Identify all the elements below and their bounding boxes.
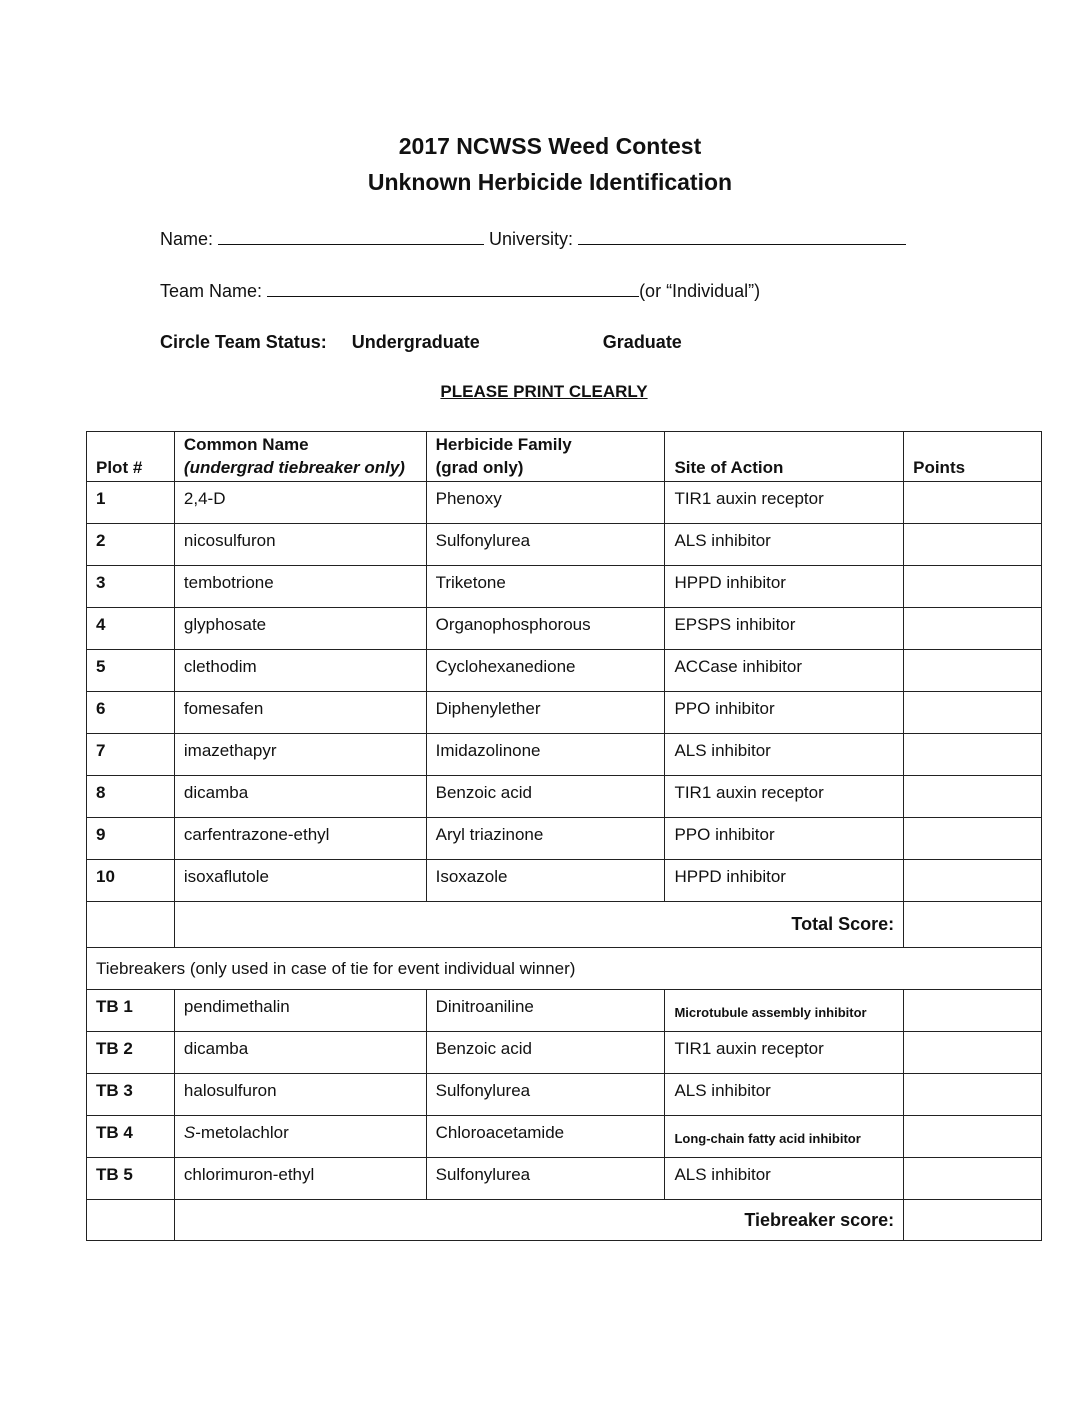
tiebreaker-score-cell[interactable] (904, 1200, 1042, 1241)
document-title: 2017 NCWSS Weed Contest (398, 133, 702, 159)
points-cell[interactable] (904, 1158, 1042, 1200)
common-name-cell: halosulfuron (174, 1074, 426, 1116)
common-name-cell: carfentrazone-ethyl (174, 818, 426, 860)
plot-number: 3 (87, 566, 175, 608)
site-cell: ALS inhibitor (665, 734, 904, 776)
points-cell[interactable] (904, 1074, 1042, 1116)
site-cell: EPSPS inhibitor (665, 608, 904, 650)
header-family-note: (grad only) (435, 458, 524, 477)
document-subtitle: Unknown Herbicide Identification (367, 169, 733, 195)
header-family-label: Herbicide Family (435, 435, 572, 454)
table-row (87, 734, 1042, 776)
table-header-row (87, 432, 1042, 482)
common-name-cell: 2,4-D (174, 482, 426, 524)
header-points: Points (904, 432, 1042, 482)
plot-number: 9 (87, 818, 175, 860)
family-cell: Imidazolinone (426, 734, 665, 776)
status-option-graduate[interactable]: Graduate (602, 332, 682, 352)
tiebreaker-row (87, 1032, 1042, 1074)
site-cell: PPO inhibitor (665, 692, 904, 734)
tiebreaker-score-row (87, 1200, 1042, 1241)
points-cell[interactable] (904, 818, 1042, 860)
site-cell: ALS inhibitor (665, 1158, 904, 1200)
family-cell: Sulfonylurea (426, 1074, 665, 1116)
family-cell: Aryl triazinone (426, 818, 665, 860)
tiebreaker-row (87, 1116, 1042, 1158)
header-common-name-note: (undergrad tiebreaker only) (183, 458, 405, 477)
family-cell: Benzoic acid (426, 1032, 665, 1074)
points-cell[interactable] (904, 990, 1042, 1032)
common-name-cell: pendimethalin (174, 990, 426, 1032)
plot-number: TB 3 (87, 1074, 175, 1116)
common-name-cell: glyphosate (174, 608, 426, 650)
common-name-prefix: S (183, 1123, 196, 1142)
tiebreaker-row (87, 1074, 1042, 1116)
points-cell[interactable] (904, 1116, 1042, 1158)
site-cell: HPPD inhibitor (665, 566, 904, 608)
plot-number: 10 (87, 860, 175, 902)
team-name-field[interactable] (267, 278, 639, 297)
header-family (426, 432, 665, 482)
site-cell: ACCase inhibitor (665, 650, 904, 692)
table-row (87, 818, 1042, 860)
common-name-cell: chlorimuron-ethyl (174, 1158, 426, 1200)
tiebreaker-row (87, 990, 1042, 1032)
site-cell: ALS inhibitor (665, 1074, 904, 1116)
header-site: Site of Action (665, 432, 904, 482)
points-cell[interactable] (904, 524, 1042, 566)
tiebreaker-note-row (87, 948, 1042, 990)
site-text: Long-chain fatty acid inhibitor (674, 1131, 861, 1146)
total-score-label: Total Score: (174, 902, 903, 948)
site-cell: PPO inhibitor (665, 818, 904, 860)
table-row (87, 566, 1042, 608)
herbicide-answer-table (86, 431, 1042, 1241)
points-cell[interactable] (904, 776, 1042, 818)
site-cell (665, 990, 904, 1032)
tiebreaker-row (87, 1158, 1042, 1200)
points-cell[interactable] (904, 566, 1042, 608)
points-cell[interactable] (904, 608, 1042, 650)
common-name-cell: imazethapyr (174, 734, 426, 776)
name-field[interactable] (218, 226, 484, 245)
table-row (87, 650, 1042, 692)
family-cell: Sulfonylurea (426, 1158, 665, 1200)
family-cell: Benzoic acid (426, 776, 665, 818)
points-cell[interactable] (904, 692, 1042, 734)
team-name-label: Team Name: (160, 281, 263, 301)
plot-number: TB 5 (87, 1158, 175, 1200)
common-name-cell (174, 1116, 426, 1158)
header-plot: Plot # (87, 432, 175, 482)
total-score-row (87, 902, 1042, 948)
plot-number: 4 (87, 608, 175, 650)
family-cell: Organophosphorous (426, 608, 665, 650)
common-name-text: -metolachlor (195, 1123, 289, 1142)
table-row (87, 608, 1042, 650)
team-name-suffix: (or “Individual”) (639, 281, 761, 301)
site-cell (665, 1116, 904, 1158)
family-cell: Cyclohexanedione (426, 650, 665, 692)
plot-number: 2 (87, 524, 175, 566)
plot-number: 8 (87, 776, 175, 818)
table-row (87, 776, 1042, 818)
common-name-cell: nicosulfuron (174, 524, 426, 566)
header-common-name-label: Common Name (183, 435, 309, 454)
tiebreaker-empty-cell (87, 1200, 175, 1241)
name-label: Name: (160, 229, 214, 249)
common-name-cell: dicamba (174, 776, 426, 818)
plot-number: TB 2 (87, 1032, 175, 1074)
plot-number: 6 (87, 692, 175, 734)
site-cell: ALS inhibitor (665, 524, 904, 566)
print-clearly-instruction: PLEASE PRINT CLEARLY (440, 382, 648, 401)
points-cell[interactable] (904, 860, 1042, 902)
plot-number: TB 1 (87, 990, 175, 1032)
family-cell: Diphenylether (426, 692, 665, 734)
common-name-cell: clethodim (174, 650, 426, 692)
total-score-cell[interactable] (904, 902, 1042, 948)
common-name-cell: tembotrione (174, 566, 426, 608)
table-row (87, 860, 1042, 902)
team-status-line (160, 330, 682, 354)
family-cell: Dinitroaniline (426, 990, 665, 1032)
plot-number: 5 (87, 650, 175, 692)
family-cell: Triketone (426, 566, 665, 608)
points-cell[interactable] (904, 734, 1042, 776)
table-row (87, 482, 1042, 524)
plot-number: 7 (87, 734, 175, 776)
family-cell: Phenoxy (426, 482, 665, 524)
university-label: University: (489, 229, 574, 249)
status-label: Circle Team Status: (160, 332, 327, 352)
points-cell[interactable] (904, 1032, 1042, 1074)
header-common-name (174, 432, 426, 482)
family-cell: Isoxazole (426, 860, 665, 902)
status-option-undergraduate[interactable]: Undergraduate (351, 332, 480, 352)
points-cell[interactable] (904, 650, 1042, 692)
tiebreaker-score-label: Tiebreaker score: (174, 1200, 903, 1241)
tiebreaker-note: Tiebreakers (only used in case of tie for event individual winner) (87, 948, 1042, 990)
site-cell: TIR1 auxin receptor (665, 482, 904, 524)
total-empty-cell (87, 902, 175, 948)
points-cell[interactable] (904, 482, 1042, 524)
table-row (87, 524, 1042, 566)
name-university-line (160, 226, 906, 251)
table-row (87, 692, 1042, 734)
plot-number: 1 (87, 482, 175, 524)
family-cell: Sulfonylurea (426, 524, 665, 566)
university-field[interactable] (578, 226, 906, 245)
site-cell: HPPD inhibitor (665, 860, 904, 902)
plot-number: TB 4 (87, 1116, 175, 1158)
common-name-cell: isoxaflutole (174, 860, 426, 902)
family-cell: Chloroacetamide (426, 1116, 665, 1158)
site-cell: TIR1 auxin receptor (665, 1032, 904, 1074)
common-name-cell: fomesafen (174, 692, 426, 734)
common-name-cell: dicamba (174, 1032, 426, 1074)
site-text: Microtubule assembly inhibitor (674, 1005, 867, 1020)
team-name-line (160, 278, 760, 303)
site-cell: TIR1 auxin receptor (665, 776, 904, 818)
